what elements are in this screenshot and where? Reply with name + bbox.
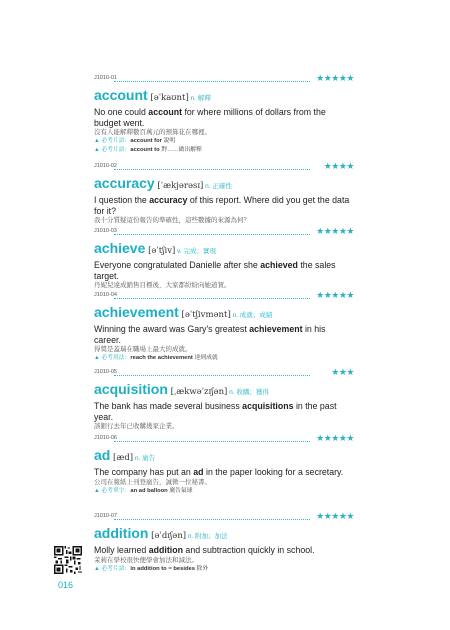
example-sentence: Everyone congratulated Danielle after she achieved the sales target. [94, 260, 336, 281]
headword-line [94, 87, 354, 107]
phonetic: [əˈkaʊnt] [147, 93, 189, 103]
example-sentence: No one could account for where millions of dollars from the budget went. [94, 107, 326, 128]
track-code: J1010-06 [94, 435, 117, 441]
headword: account [94, 87, 148, 103]
part-of-speech: n. 正確性 [203, 183, 232, 190]
divider-line [114, 81, 310, 82]
headword-line [94, 447, 354, 467]
phonetic: [ˌækwəˈzɪʃən] [167, 387, 228, 397]
entry-header [94, 292, 354, 304]
part-of-speech: n. 成就；成績 [230, 312, 273, 319]
headword: achievement [94, 304, 179, 320]
divider-line [114, 169, 310, 170]
note-tag: ▲ 必考片語： [94, 138, 131, 144]
headword-line [94, 304, 354, 324]
rating-stars-icon: ★★★★★ [316, 433, 354, 443]
divider-line [114, 519, 310, 520]
entry-header [94, 369, 354, 381]
note-text: account to 對……做出解釋 [130, 147, 202, 153]
entry-header [94, 163, 354, 175]
divider-line [114, 234, 310, 235]
usage-note [94, 146, 354, 155]
headword-line [94, 240, 354, 260]
usage-note [94, 565, 354, 574]
note-tag: ▲ 必考片語： [94, 147, 131, 153]
rating-stars-icon: ★★★★★ [316, 290, 354, 300]
note-text: an ad balloon 廣告氣球 [130, 487, 193, 494]
note-tag: ▲ 必考單字： [94, 487, 131, 494]
qr-code[interactable] [54, 546, 82, 574]
vocab-entry [94, 75, 354, 155]
translation: 公司在報紙上刊登廣告，誠徵一位秘書。 [94, 478, 211, 486]
track-code: J1010-07 [94, 513, 117, 519]
part-of-speech: n. 收購；獲得 [227, 389, 269, 396]
part-of-speech: n. 附加；加法 [186, 533, 228, 540]
divider-line [114, 441, 310, 442]
vocab-entry [94, 163, 354, 225]
divider-line [114, 298, 310, 299]
translation: 茉莉在學校很快便學會加法和減法。 [94, 556, 198, 564]
headword-line [94, 175, 354, 195]
usage-note [94, 137, 354, 146]
note-text: reach the achievement 達到成就 [130, 355, 218, 361]
headword: accuracy [94, 175, 155, 191]
usage-note [94, 354, 354, 363]
headword: acquisition [94, 381, 168, 397]
track-code: J1010-05 [94, 369, 117, 375]
rating-stars-icon: ★★★★ [323, 161, 354, 171]
headword: addition [94, 525, 149, 541]
vocab-entry [94, 435, 354, 496]
headword-line [94, 525, 354, 545]
note-tag: ▲ 必考片語： [94, 565, 131, 572]
track-code: J1010-03 [94, 228, 117, 234]
translation: 得獎是蓋瑞在職場上最大的成就。 [94, 346, 192, 353]
translation: 該銀行去年已收購幾家企業。 [94, 423, 179, 430]
entry-header [94, 228, 354, 240]
example-sentence: Molly learned addition and subtraction quickly in school. [94, 545, 315, 555]
entry-header [94, 435, 354, 447]
entry-header [94, 513, 354, 525]
track-code: J1010-02 [94, 163, 117, 169]
vocab-entry [94, 292, 354, 363]
rating-stars-icon: ★★★★★ [316, 226, 354, 236]
phonetic: [əˈdɪʃən] [148, 531, 187, 541]
entry-header [94, 75, 354, 87]
phonetic: [əˈtʃivmənt] [178, 310, 231, 320]
phonetic: [ˈækjərəsɪ] [154, 181, 204, 191]
translation: 我十分質疑這份報告的準確性，這些數據的來源為何？ [94, 217, 250, 224]
note-text: account for 說明 [130, 138, 176, 144]
example-sentence: I question the accuracy of this report. Where did you get the data for it? [94, 195, 350, 216]
vocab-entry [94, 513, 354, 574]
translation: 沒有人能解釋數百萬元的預算花在哪裡。 [94, 129, 211, 136]
phonetic: [æd] [110, 453, 134, 463]
example-sentence: The bank has made several business acquisitions in the past year. [94, 401, 337, 422]
usage-note [94, 487, 354, 496]
note-text: in addition to = besides 除外 [130, 565, 209, 572]
page-number: 016 [58, 580, 74, 590]
vocab-entry [94, 228, 354, 290]
example-sentence: The company has put an ad in the paper looking for a secretary. [94, 467, 344, 477]
vocab-entry [94, 369, 354, 431]
part-of-speech: n. 廣告 [133, 455, 156, 462]
example-sentence: Winning the award was Gary's greatest achievement in his career. [94, 324, 326, 345]
divider-line [114, 375, 310, 376]
headword: ad [94, 447, 111, 463]
note-tag: ▲ 必考用法： [94, 355, 131, 361]
part-of-speech: v. 完成；實現 [175, 248, 217, 255]
track-code: J1010-04 [94, 292, 117, 298]
phonetic: [əˈtʃiv] [145, 246, 176, 256]
headword-line [94, 381, 354, 401]
headword: achieve [94, 240, 146, 256]
rating-stars-icon: ★★★ [331, 367, 354, 377]
part-of-speech: n. 解釋 [188, 95, 211, 102]
track-code: J1010-01 [94, 75, 117, 81]
rating-stars-icon: ★★★★★ [316, 73, 354, 83]
translation: 丹妮兒達成銷售目標後，大家都紛紛向她道賀。 [94, 282, 231, 289]
rating-stars-icon: ★★★★★ [316, 511, 354, 521]
